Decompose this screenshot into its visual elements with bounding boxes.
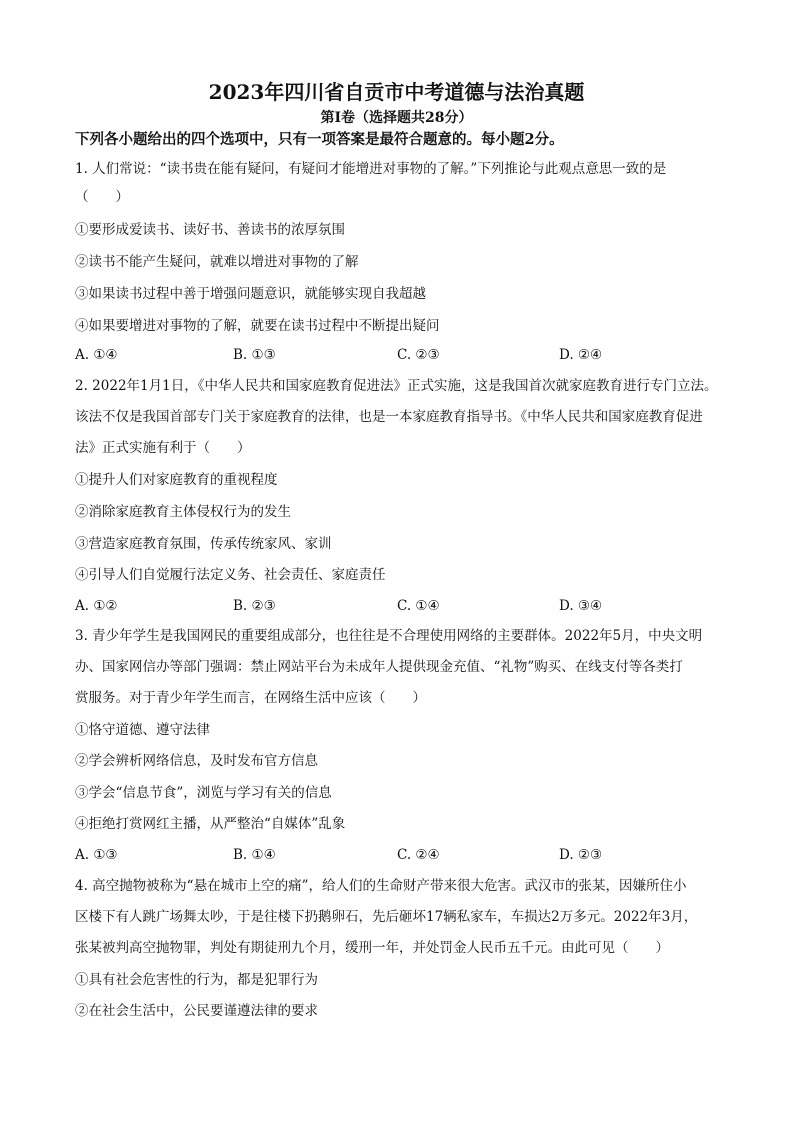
- statement-item: ①恪守道德、遵守法律: [75, 722, 210, 738]
- statement-item: ②学会辨析网络信息，及时发布官方信息: [75, 753, 318, 769]
- question-stem: 该法不仅是我国首部专门关于家庭教育的法律，也是一本家庭教育指导书。《中华人民共和国家庭教育促进: [75, 409, 703, 425]
- statement-item: ①提升人们对家庭教育的重视程度: [75, 472, 278, 488]
- statement-item: ②读书不能产生疑问，就难以增进对事物的了解: [75, 254, 359, 270]
- option-a: A. ①③: [75, 847, 118, 863]
- question-stem: 4. 高空抛物被称为“悬在城市上空的痛”，给人们的生命财产带来很大危害。武汉市的张某，因嫌所住小: [75, 878, 687, 894]
- question-stem: 2. 2022年1月1日，《中华人民共和国家庭教育促进法》正式实施，这是我国首次就家庭教育进行专门立法。: [75, 378, 718, 394]
- statement-item: ①要形成爱读书、读好书、善读书的浓厚氛围: [75, 222, 345, 238]
- statement-item: ③如果读书过程中善于增强问题意识，就能够实现自我超越: [75, 286, 426, 302]
- statement-item: ④如果要增进对事物的了解，就要在读书过程中不断提出疑问: [75, 318, 440, 334]
- option-b: B. ①④: [233, 847, 276, 863]
- question-stem: 3. 青少年学生是我国网民的重要组成部分，也往往是不合理使用网络的主要群体。2022年5月，中央文明: [75, 628, 703, 644]
- option-a: A. ①④: [75, 347, 118, 363]
- option-b: B. ②③: [233, 598, 276, 614]
- statement-item: ④拒绝打赏网红主播，从严整治“自媒体”乱象: [75, 816, 346, 832]
- option-d: D. ③④: [559, 598, 603, 614]
- instruction: 下列各小题给出的四个选项中，只有一项答案是最符合题意的。每小题2分。: [75, 131, 564, 148]
- question-stem: 赏服务。对于青少年学生而言，在网络生活中应该（ ）: [75, 690, 426, 706]
- option-c: C. ②④: [397, 847, 440, 863]
- question-stem: 办、国家网信办等部门强调：禁止网站平台为未成年人提供现金充值、“礼物”购买、在线支付等各类打: [75, 659, 683, 675]
- statement-item: ③营造家庭教育氛围，传承传统家风、家训: [75, 536, 332, 552]
- statement-item: ②消除家庭教育主体侵权行为的发生: [75, 504, 291, 520]
- option-b: B. ①③: [233, 347, 276, 363]
- statement-item: ②在社会生活中，公民要谨遵法律的要求: [75, 1003, 318, 1019]
- document-title: 2023年四川省自贡市中考道德与法治真题: [208, 80, 585, 104]
- statement-item: ①具有社会危害性的行为，都是犯罪行为: [75, 972, 318, 988]
- question-stem: 张某被判高空抛物罪，判处有期徒刑九个月，缓刑一年，并处罚金人民币五千元。由此可见（ ）: [75, 940, 669, 956]
- option-c: C. ②③: [397, 347, 440, 363]
- option-d: D. ②③: [559, 847, 603, 863]
- option-d: D. ②④: [559, 347, 603, 363]
- option-a: A. ①②: [75, 598, 118, 614]
- section-heading: 第I卷（选择题共28分）: [320, 110, 473, 126]
- option-c: C. ①④: [397, 598, 440, 614]
- question-stem: 区楼下有人跳广场舞太吵，于是往楼下扔鹅卵石，先后砸坏17辆私家车，车损达2万多元。2022年3月，: [75, 909, 698, 925]
- statement-item: ④引导人们自觉履行法定义务、社会责任、家庭责任: [75, 567, 386, 583]
- question-stem: （ ）: [75, 189, 129, 205]
- question-stem: 1. 人们常说：“读书贵在能有疑问，有疑问才能增进对事物的了解。”下列推论与此观点意思一致的是: [75, 161, 667, 177]
- question-stem: 法》正式实施有利于（ ）: [75, 440, 251, 456]
- statement-item: ③学会“信息节食”，浏览与学习有关的信息: [75, 785, 332, 801]
